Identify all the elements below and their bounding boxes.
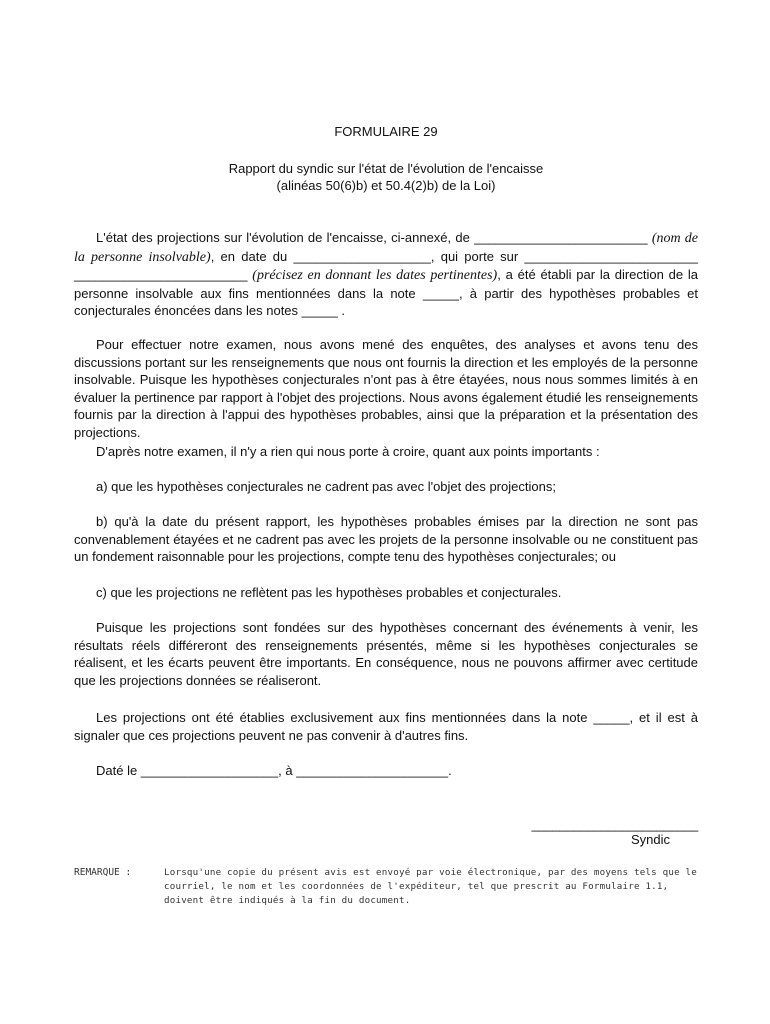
paragraph-1-part-a: L'état des projections sur l'évolution de l'encaisse, ci-annexé, de ________________________ xyxy=(96,230,652,245)
paragraph-4: a) que les hypothèses conjecturales ne cadrent pas avec l'objet des projections; xyxy=(96,479,556,494)
paragraph-1-part-c: , a été établi par la direction de la personne insolvable aux fins mentionnées dans la note _____, à partir des hypothèses probables et conjecturales énoncées dans les notes _____ . xyxy=(74,267,698,318)
paragraph-7: Puisque les projections sont fondées sur des hypothèses concernant des événements à venir, les résultats réels différeront des renseignements présentés, même si les hypothèses conjecturales se réalisent, et les écarts peuvent être importants. En conséquence, nous ne pouvons affirmer avec certitude que les projections données se réaliseront. xyxy=(74,620,698,688)
signature-line: ________________________ xyxy=(531,817,698,832)
title-line-1: Rapport du syndic sur l'état de l'évolution de l'encaisse xyxy=(228,161,544,176)
paragraph-1-italic-1: (nom de la personne insolvable) xyxy=(74,231,698,265)
paragraph-3: D'après notre examen, il n'y a rien qui nous porte à croire, quant aux points importants : xyxy=(96,444,600,459)
signature-title: Syndic xyxy=(630,832,670,847)
paragraph-1-italic-2: (précisez en donnant les dates pertinentes) xyxy=(252,268,498,283)
paragraph-5: b) qu'à la date du présent rapport, les hypothèses probables émises par la direction ne sont pas convenablement étayées et ne cadrent pas avec les projets de la personne insolvable ou ne constituent pas un fondement raisonnable pour les projections, compte tenu des hypothèses conjecturales; ou xyxy=(74,514,698,564)
form-title xyxy=(74,160,698,194)
paragraph-1-part-b: , en date du ___________________, qui porte sur ________________________ ________________________ xyxy=(74,248,698,282)
title-line-2: (alinéas 50(6)b) et 50.4(2)b) de la Loi) xyxy=(276,178,496,193)
paragraph-8: Les projections ont été établies exclusivement aux fins mentionnées dans la note _____, et il est à signaler que ces projections peuvent ne pas convenir à d'autres fins. xyxy=(74,710,698,743)
paragraph-6: c) que les projections ne reflètent pas les hypothèses probables et conjecturales. xyxy=(96,585,562,600)
remark-label: REMARQUE : xyxy=(74,867,132,878)
paragraph-2: Pour effectuer notre examen, nous avons mené des enquêtes, des analyses et avons tenu des discussions portant sur les renseignements que nous ont fournis la direction et les employés de la personne insolvable. Puisque les hypothèses conjecturales n'ont pas à être étayées, nous nous sommes limités à en évaluer la pertinence par rapport à l'objet des projections. Nous avons également étudié les renseignements fournis par la direction à l'appui des hypothèses probables, ainsi que la préparation et la présentation des projections. xyxy=(74,337,698,440)
date-line: Daté le ___________________, à _____________________. xyxy=(96,763,452,778)
remark-text: Lorsqu'une copie du présent avis est envoyé par voie électronique, par des moyens tels que le courriel, le nom et les coordonnées de l'expéditeur, tel que prescrit au Formulaire 1.1, doivent être indiqués à la fin du document. xyxy=(164,867,698,906)
paragraph-1 xyxy=(74,229,698,320)
form-number: FORMULAIRE 29 xyxy=(334,124,438,139)
